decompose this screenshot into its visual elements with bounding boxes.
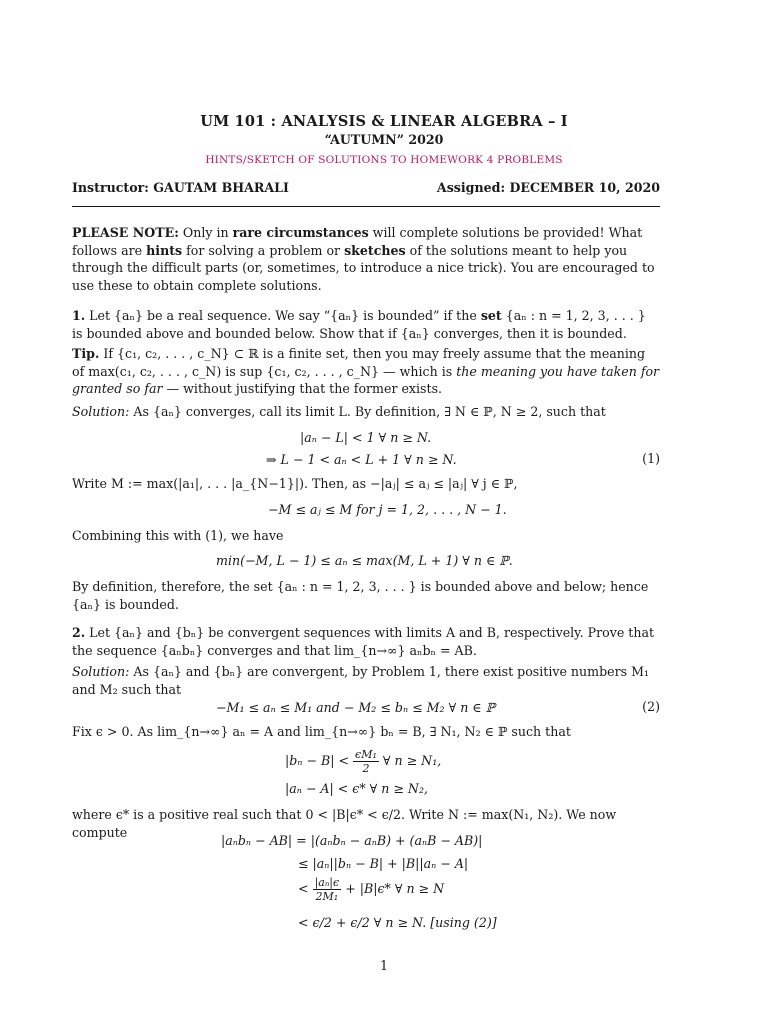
solution-text: As {aₙ} and {bₙ} are convergent, by Problem 1, there exist positive numbers M₁ and M₂ such that	[72, 664, 650, 697]
fraction-numerator: |aₙ|ϵ	[314, 876, 340, 889]
problem-1-solution-text: Combining this with (1), we have	[72, 528, 284, 543]
meta-line	[72, 180, 660, 195]
tip-label: Tip.	[72, 346, 100, 361]
note-text: of the solutions meant to help you through the difficult parts (or, sometimes, to introduce a nice trick). You are encouraged to use these to obtain complete solutions.	[72, 242, 655, 293]
problem-1-solution-intro	[72, 403, 660, 421]
problem-2-solution-intro	[72, 663, 660, 698]
equation-3a	[285, 748, 441, 775]
statement-text: Let {aₙ} and {bₙ} be convergent sequences with limits A and B, respectively. Prove that the sequence {aₙbₙ} converges and that lim_{n→∞} aₙbₙ = AB.	[72, 625, 655, 658]
problem-2-solution-text: where ϵ* is a positive real such that 0 < |B|ϵ* < ϵ/2. Write N := max(N₁, N₂). We now compute	[72, 807, 617, 840]
equation-2: −M₁ ≤ aₙ ≤ M₁ and − M₂ ≤ bₙ ≤ M₂ ∀ n ∈ ℙ	[216, 700, 496, 715]
note-bold: sketches	[344, 242, 406, 258]
equation-4a: |aₙbₙ − AB| = |(aₙbₙ − aₙB) + (aₙB − AB)|	[221, 833, 483, 848]
equation-1b: ⇒ L − 1 < aₙ < L + 1 ∀ n ≥ N.	[266, 452, 457, 467]
equation-3b: |aₙ − A| < ϵ* ∀ n ≥ N₂,	[285, 781, 429, 796]
course-title: UM 101 : ANALYSIS & LINEAR ALGEBRA – I	[200, 113, 568, 130]
note-text: for solving a problem or	[182, 242, 345, 258]
note-bold: rare circumstances	[232, 225, 369, 240]
equation-m-bound: −M ≤ aⱼ ≤ M for j = 1, 2, . . . , N − 1.	[268, 502, 507, 517]
equation-part: <	[298, 881, 309, 896]
statement-text: Let {aₙ} be a real sequence. We say “{aₙ} is bounded” if the	[85, 308, 481, 323]
problem-1-solution-text: Write M := max(|a₁|, . . . |a_{N−1}|). Then, as −|aⱼ| ≤ aⱼ ≤ |aⱼ| ∀ j ∈ ℙ,	[72, 476, 518, 491]
equation-tag-1: (1)	[642, 451, 660, 466]
problem-1-statement	[72, 307, 660, 342]
instructor: Instructor: GAUTAM BHARALI	[72, 180, 289, 195]
problem-1-conclusion: By definition, therefore, the set {aₙ : n = 1, 2, 3, . . . } is bounded above and below; hence {aₙ} is bounded.	[72, 579, 649, 612]
term: “AUTUMN” 2020	[324, 132, 444, 147]
fraction-denominator: 2	[362, 762, 370, 775]
note-label: PLEASE NOTE:	[72, 225, 179, 240]
equation-4d: < ϵ/2 + ϵ/2 ∀ n ≥ N. [using (2)]	[298, 915, 497, 930]
tip-emphasis: the meaning you have taken for granted so far	[72, 363, 660, 396]
fraction-numerator: ϵM₁	[355, 748, 377, 761]
please-note-paragraph	[72, 224, 660, 294]
note-bold: hints	[146, 242, 183, 258]
equation-4b: ≤ |aₙ||bₙ − B| + |B||aₙ − A|	[298, 856, 469, 871]
equation-part: |bₙ − B| <	[285, 753, 350, 768]
note-text: Only in	[178, 225, 233, 240]
problem-number: 2.	[72, 625, 86, 640]
tip-text: If {c₁, c₂, . . . , c_N} ⊂ ℝ is a finite set, then you may freely assume that the meaning of max(c₁, c₂, . . . , c_N) is sup {c₁, c₂, . . . , c_N} — which is	[72, 346, 646, 379]
statement-text: {aₙ : n = 1, 2, 3, . . . } is bounded above and bounded below. Show that if {aₙ} converges, then it is bounded.	[72, 308, 646, 341]
equation-combined: min(−M, L − 1) ≤ aₙ ≤ max(M, L + 1) ∀ n ∈ ℙ.	[216, 553, 513, 568]
solution-text: As {aₙ} converges, call its limit L. By definition, ∃ N ∈ ℙ, N ≥ 2, such that	[129, 404, 606, 419]
fraction	[353, 748, 379, 775]
solution-label: Solution:	[72, 404, 130, 419]
statement-bold: set	[480, 308, 502, 323]
page-number: 1	[379, 958, 388, 973]
header-rule	[72, 206, 660, 207]
problem-2-statement	[72, 624, 660, 659]
problem-number: 1.	[72, 308, 86, 323]
fraction	[313, 876, 342, 903]
equation-part: ∀ n ≥ N₁,	[382, 753, 442, 768]
equation-tag-2: (2)	[642, 699, 660, 714]
subtitle: HINTS/SKETCH OF SOLUTIONS TO HOMEWORK 4 PROBLEMS	[205, 154, 563, 166]
fraction-denominator: 2M₁	[315, 890, 339, 903]
assigned-date: Assigned: DECEMBER 10, 2020	[436, 180, 660, 195]
equation-4c	[298, 876, 444, 903]
equation-1a: |aₙ − L| < 1 ∀ n ≥ N.	[300, 430, 432, 445]
equation-part: + |B|ϵ* ∀ n ≥ N	[345, 881, 445, 896]
problem-2-solution-text: Fix ϵ > 0. As lim_{n→∞} aₙ = A and lim_{n→∞} bₙ = B, ∃ N₁, N₂ ∈ ℙ such that	[72, 724, 571, 739]
tip-text: — without justifying that the former exists.	[162, 381, 443, 396]
problem-1-tip	[72, 345, 660, 398]
note-text: will complete solutions be provided! What follows are	[72, 225, 643, 258]
solution-label: Solution:	[72, 664, 130, 679]
